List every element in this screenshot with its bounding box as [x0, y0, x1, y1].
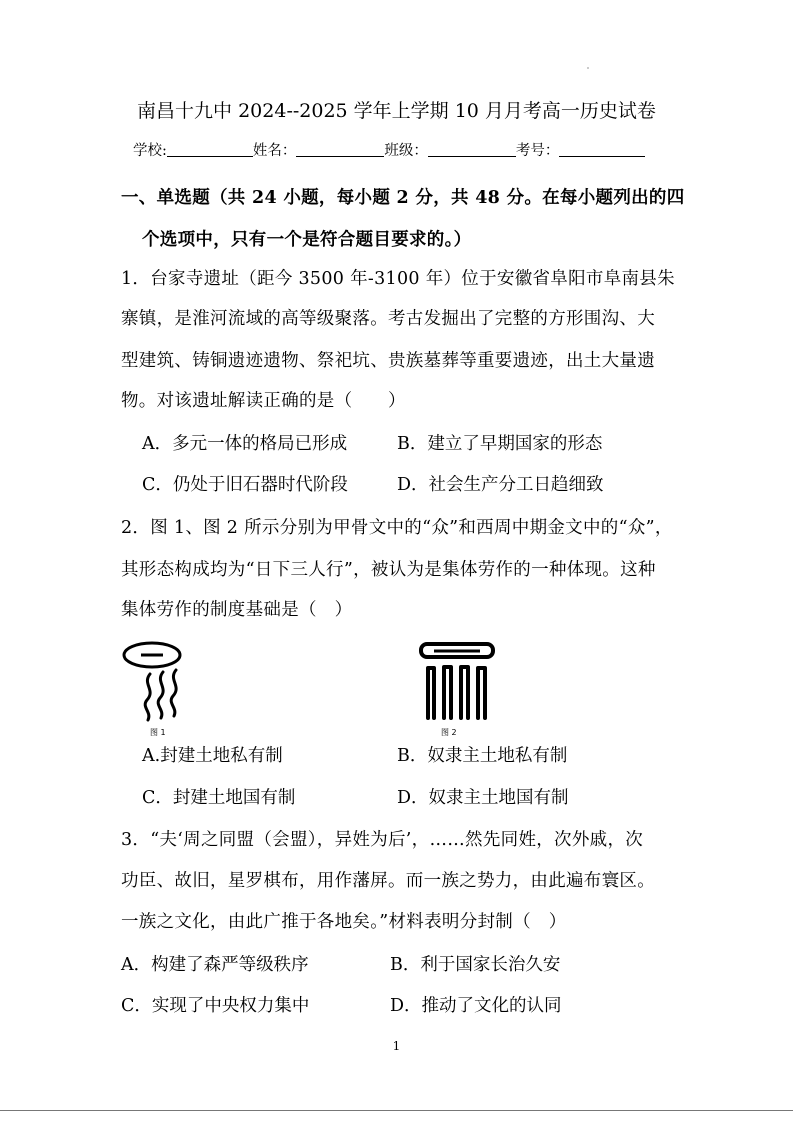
speck [587, 67, 589, 69]
school-label: 学校: [133, 143, 167, 159]
q3-option-c: C．实现了中央权力集中 [121, 996, 310, 1016]
exam-no-blank [559, 142, 645, 157]
q3-option-b: B．利于国家长治久安 [390, 955, 561, 975]
student-info-line [133, 139, 645, 160]
q2-stem-line2: 其形态构成均为“日下三人行”，被认为是集体劳作的一种体现。这种 [121, 560, 656, 580]
q3-option-a: A．构建了森严等级秩序 [121, 955, 309, 975]
name-blank [296, 142, 384, 157]
school-blank [167, 142, 253, 157]
exam-no-label: 考号： [515, 143, 560, 159]
q1-stem-line3: 型建筑、铸铜遗迹遗物、祭祀坑、贵族墓葬等重要遗迹，出土大量遗 [121, 351, 655, 371]
q1-option-a: A．多元一体的格局已形成 [142, 434, 348, 454]
q1-stem-line2: 寨镇，是淮河流域的高等级聚落。考古发掘出了完整的方形围沟、大 [121, 309, 655, 329]
figure-1-caption: 图 1 [150, 728, 166, 737]
q1-stem-line4: 物。对该遗址解读正确的是（ ） [121, 391, 406, 411]
q2-stem-line1: 2．图 1、图 2 所示分别为甲骨文中的“众”和西周中期金文中的“众”， [121, 518, 673, 538]
section-heading-line2: 个选项中，只有一个是符合题目要求的。） [142, 230, 472, 250]
exam-title: 南昌十九中 2024--2025 学年上学期 10 月月考高一历史试卷 [137, 100, 656, 122]
q1-option-b: B．建立了早期国家的形态 [397, 434, 603, 454]
name-label: 姓名： [252, 143, 297, 159]
class-blank [428, 142, 516, 157]
section-heading-line1: 一、单选题（共 24 小题，每小题 2 分，共 48 分。在每小题列出的四 [121, 188, 685, 208]
q1-stem-line1: 1．台家寺遗址（距今 3500 年-3100 年）位于安徽省阜阳市阜南县朱 [121, 269, 675, 289]
figure-2-caption: 图 2 [441, 728, 457, 737]
q3-stem-line3: 一族之文化，由此广推于各地矣。”材料表明分封制（ ） [121, 912, 567, 932]
q1-option-d: D．社会生产分工日趋细致 [397, 475, 604, 495]
bronze-inscription-zhong-figure [418, 640, 500, 725]
q3-stem-line2: 功臣、故旧，星罗棋布，用作藩屏。而一族之势力，由此遍布寰区。 [121, 871, 655, 891]
q2-option-d: D．奴隶主土地国有制 [397, 788, 569, 808]
q1-option-c: C．仍处于旧石器时代阶段 [142, 475, 348, 495]
page-bottom-rule [0, 1110, 793, 1111]
q3-stem-line1: 3．“夫‘周之同盟（会盟），异姓为后’，……然先同姓，次外戚，次 [121, 830, 644, 850]
q2-option-c: C．封建土地国有制 [142, 788, 296, 808]
q2-option-b: B．奴隶主土地私有制 [397, 746, 568, 766]
q2-option-a: A.封建土地私有制 [142, 746, 283, 766]
q3-option-d: D．推动了文化的认同 [390, 996, 562, 1016]
class-label: 班级： [384, 143, 428, 159]
page-number: 1 [392, 1039, 401, 1053]
oracle-bone-zhong-figure [120, 638, 195, 733]
q2-stem-line3: 集体劳作的制度基础是（ ） [121, 600, 353, 620]
